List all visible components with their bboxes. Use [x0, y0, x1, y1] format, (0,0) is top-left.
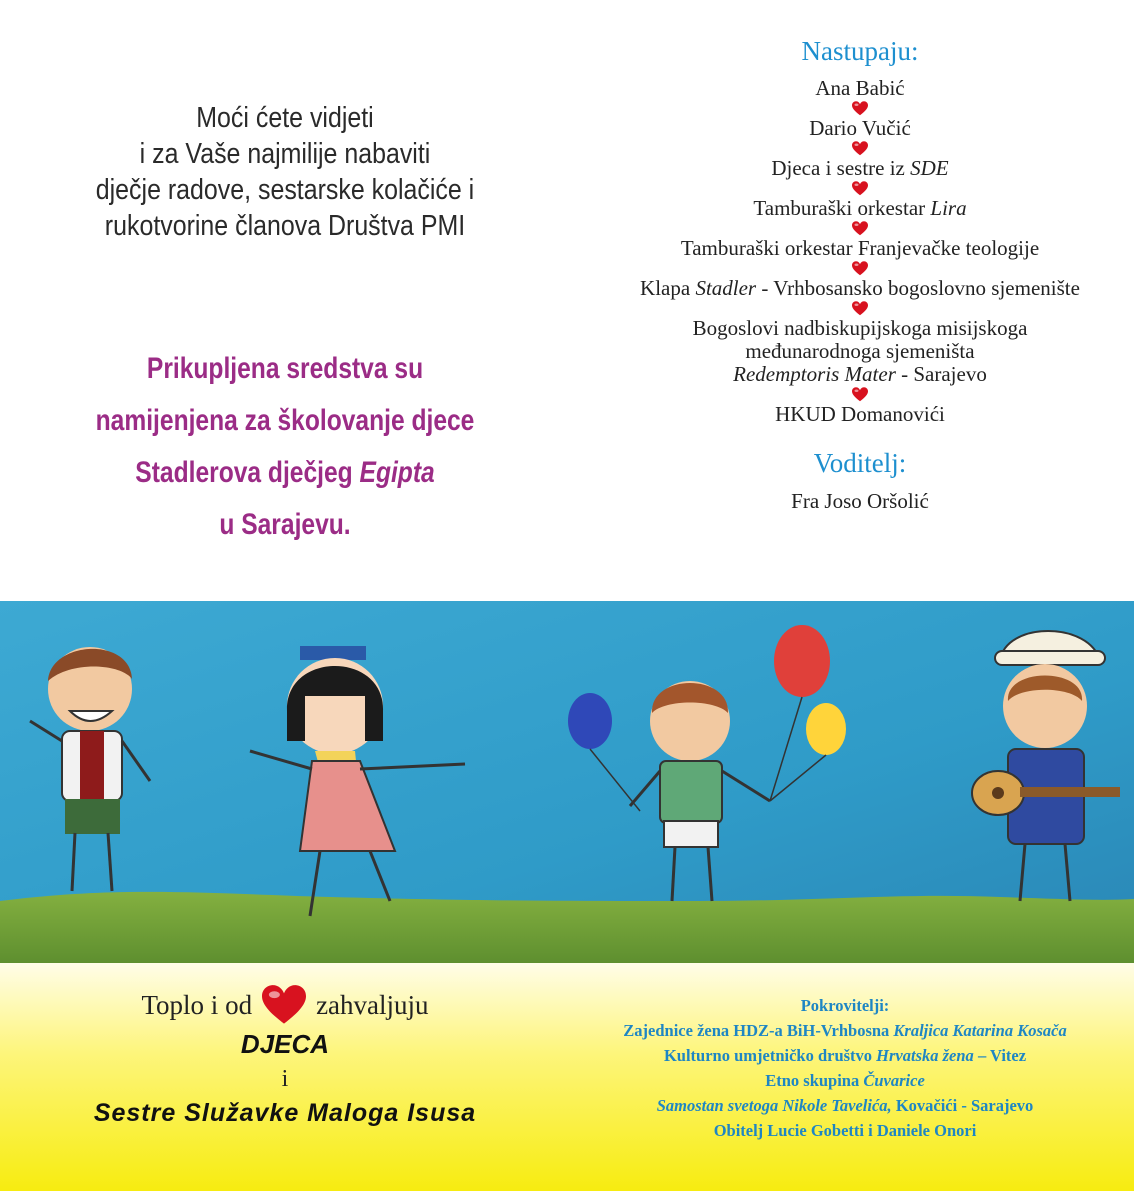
purpose-statement	[84, 343, 486, 551]
footer-section	[0, 963, 1134, 1191]
performer-italic: SDE	[910, 156, 949, 180]
children-label: DJECA	[240, 1029, 330, 1059]
sponsor-text: Zajednice žena HDZ-a BiH-Vrhbosna	[623, 1021, 894, 1040]
performer-italic: Stadler	[695, 276, 757, 300]
host-heading: Voditelj:	[813, 448, 907, 478]
performer-item: Bogoslovi nadbiskupijskoga misijskoga	[692, 316, 1028, 340]
purpose-italic: Egipta	[359, 456, 435, 489]
performer-item	[600, 363, 1120, 386]
intro-line: i za Vaše najmilije nabaviti	[139, 138, 431, 170]
heart-icon	[852, 261, 868, 276]
sponsor-item: Obitelj Lucie Gobetti i Daniele Onori	[713, 1121, 977, 1140]
heart-icon	[852, 221, 868, 236]
purpose-line: namijenjena za školovanje djece	[95, 404, 475, 437]
thanks-line	[20, 985, 550, 1025]
sponsor-text: – Vitez	[973, 1046, 1027, 1065]
performer-text: - Sarajevo	[895, 362, 987, 386]
children-mural-illustration	[0, 601, 1134, 963]
sponsor-text: Kovačići - Sarajevo	[891, 1096, 1034, 1115]
sponsor-italic: Hrvatska žena	[876, 1046, 974, 1065]
performer-item: međunarodnoga sjemeništa	[745, 339, 975, 363]
purpose-line: u Sarajevu.	[219, 508, 351, 541]
heart-icon	[262, 985, 306, 1025]
performer-item	[600, 197, 1120, 220]
sponsor-text: Etno skupina	[765, 1071, 864, 1090]
performer-item	[600, 277, 1120, 300]
performer-italic: Lira	[930, 196, 967, 220]
sponsor-item	[570, 1068, 1120, 1093]
performer-item: Dario Vučić	[809, 116, 911, 140]
sponsor-item	[570, 1043, 1120, 1068]
performer-item: Tamburaški orkestar Franjevačke teologije	[680, 236, 1040, 260]
thanks-prefix: Toplo i od	[141, 990, 253, 1020]
host-name: Fra Joso Oršolić	[791, 489, 929, 513]
performer-text: Djeca i sestre iz	[771, 156, 911, 180]
purpose-text: Stadlerova dječjeg	[135, 456, 360, 489]
sisters-label: Sestre Služavke Maloga Isusa	[93, 1099, 477, 1127]
performer-item	[600, 157, 1120, 180]
performer-text: Tamburaški orkestar	[753, 196, 931, 220]
sponsor-italic: Čuvarice	[863, 1071, 925, 1090]
intro-line: rukotvorine članova Društva PMI	[104, 210, 466, 242]
sponsor-italic: Samostan svetoga Nikole Tavelića,	[656, 1096, 892, 1115]
performer-item: Ana Babić	[815, 76, 905, 100]
performer-italic: Redemptoris Mater	[733, 362, 896, 386]
purpose-line: Prikupljena sredstva su	[146, 352, 424, 385]
intro-line: Moći ćete vidjeti	[196, 102, 374, 134]
heart-icon	[852, 101, 868, 116]
thanks-block	[20, 985, 550, 1131]
performers-list	[600, 34, 1120, 513]
heart-icon	[852, 301, 868, 316]
heart-icon	[852, 181, 868, 196]
performers-heading: Nastupaju:	[801, 36, 919, 66]
sponsors-block	[570, 993, 1120, 1143]
sponsor-item	[570, 1018, 1120, 1043]
sponsor-item	[570, 1093, 1120, 1118]
conjunction: i	[281, 1066, 289, 1092]
performer-text: - Vrhbosansko bogoslovno sjemenište	[756, 276, 1080, 300]
intro-text	[74, 100, 495, 244]
sponsor-italic: Kraljica Katarina Kosača	[893, 1021, 1067, 1040]
purpose-line	[84, 447, 486, 499]
intro-line: dječje radove, sestarske kolačiće i	[95, 174, 475, 206]
thanks-suffix: zahvaljuju	[316, 990, 429, 1020]
sponsor-text: Kulturno umjetničko društvo	[663, 1046, 877, 1065]
heart-icon	[852, 141, 868, 156]
mural-grass	[0, 892, 1134, 963]
sponsors-heading: Pokrovitelji:	[800, 996, 890, 1015]
performer-item: HKUD Domanovići	[775, 402, 945, 426]
heart-icon	[852, 387, 868, 402]
performer-text: Klapa	[640, 276, 696, 300]
